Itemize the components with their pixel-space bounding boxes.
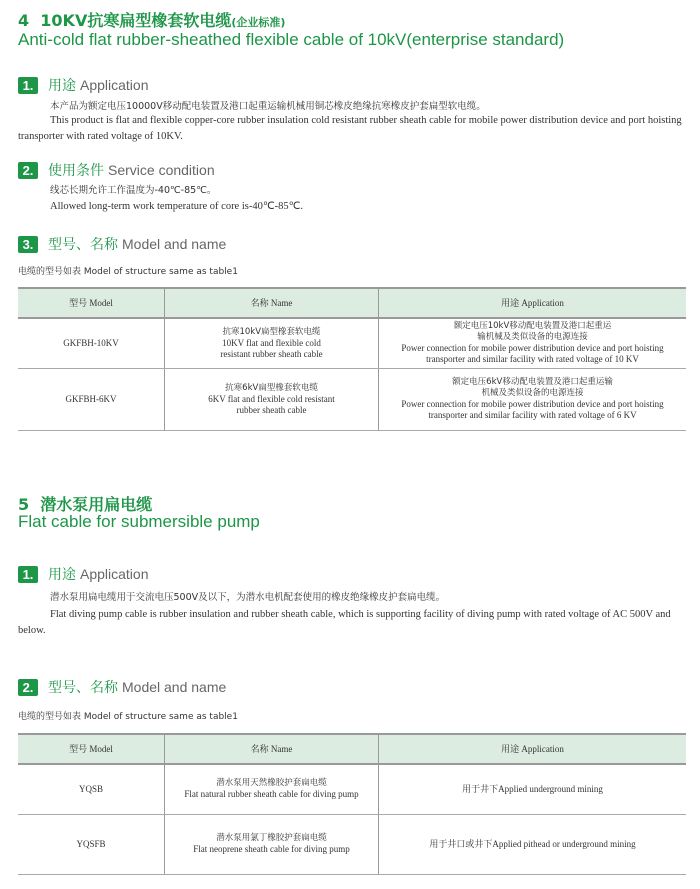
- section4-sub3-heading: [18, 234, 226, 254]
- number-badge: 1.: [18, 566, 38, 583]
- heading-cn: 型号、名称: [48, 237, 118, 253]
- header-model: 型号 Model: [18, 734, 165, 764]
- app-en: Power connection for mobile power distribution device and port hoisting transporter and similar facility with rated voltage of 6 KV: [401, 399, 664, 420]
- section4-table-caption: 电缆的型号如表 Model of structure same as table1: [18, 267, 238, 277]
- section5-title-en: Flat cable for submersible pump: [18, 512, 260, 531]
- name-en: 6KV flat and flexible cold resistant rubber sheath cable: [208, 393, 335, 415]
- section4-sub1-heading: [18, 75, 149, 95]
- number-badge: 2.: [18, 679, 38, 696]
- cell-model: YQSFB: [18, 814, 165, 874]
- header-name: 名称 Name: [165, 734, 379, 764]
- table-header-row: [18, 288, 686, 318]
- section5-sub2-heading: [18, 677, 226, 697]
- heading-en: Service condition: [108, 162, 215, 178]
- heading-cn: 型号、名称: [48, 680, 118, 696]
- section5-sub1-text-en: Flat diving pump cable is rubber insulation and rubber sheath cable, which is supporting facility of diving pump with rated voltage of AC 500V and below.: [18, 609, 671, 636]
- section4-sub1-text-cn: 本产品为额定电压10000V移动配电装置及港口起重运输机械用铜芯橡皮绝缘抗寒橡皮护套扁型软电缆。: [50, 101, 486, 112]
- table-row: [18, 368, 686, 430]
- title-text: 10KV抗寒扁型橡套软电缆: [40, 11, 232, 30]
- cell-name: [165, 814, 379, 874]
- heading-en: Model and name: [122, 236, 227, 252]
- heading-cn: 用途: [48, 78, 76, 94]
- section-number: 5: [18, 495, 30, 514]
- heading-en: Application: [80, 77, 149, 93]
- number-badge: 1.: [18, 77, 38, 94]
- header-application: 用途 Application: [379, 734, 687, 764]
- cell-name: [165, 318, 379, 368]
- name-en: Flat neoprene sheath cable for diving pump: [193, 844, 350, 854]
- cell-model: YQSB: [18, 764, 165, 814]
- header-name: 名称 Name: [165, 288, 379, 318]
- number-badge: 2.: [18, 162, 38, 179]
- table-header-row: [18, 734, 686, 764]
- heading-cn: 用途: [48, 567, 76, 583]
- section5-sub1-text-cn: 潜水泵用扁电缆用于交流电压500V及以下，为潜水电机配套使用的橡皮绝缘橡皮护套扁电缆。: [50, 592, 446, 603]
- cell-model: GKFBH-10KV: [18, 318, 165, 368]
- section4-title-en: Anti-cold flat rubber-sheathed flexible cable of 10kV(enterprise standard): [18, 30, 565, 49]
- section4-sub1-text-en: This product is flat and flexible copper-core rubber insulation cold resistant rubber sheath cable for mobile power distribution device and port hoisting transporter with rated voltage of 10KV.: [18, 115, 682, 142]
- section5-model-table: [18, 733, 686, 875]
- header-application: 用途 Application: [379, 288, 687, 318]
- app-cn: 额定电压6kV移动配电装置及港口起重运输机械及类似设备的电源连接: [452, 377, 613, 398]
- name-cn: 潜水泵用天然橡胶护套扁电缆: [216, 778, 327, 789]
- section4-sub2-text-cn: 线芯长期允许工作温度为-40℃-85℃。: [50, 185, 217, 196]
- name-cn: 抗寒10kV扁型橡套软电缆: [222, 326, 321, 337]
- number-badge: 3.: [18, 236, 38, 253]
- cell-name: [165, 764, 379, 814]
- section5-sub1-heading: [18, 564, 149, 584]
- heading-cn: 使用条件: [48, 163, 104, 179]
- app-cn: 额定电压10kV移动配电装置及港口起重运输机械及类似设备的电源连接: [453, 321, 612, 343]
- name-en: 10KV flat and flexible cold resistant rubber sheath cable: [220, 337, 323, 359]
- title-note: (企业标准): [231, 16, 286, 29]
- cell-model: GKFBH-6KV: [18, 368, 165, 430]
- name-en: Flat natural rubber sheath cable for diving pump: [184, 789, 359, 800]
- section4-title-cn: [18, 8, 285, 31]
- name-cn: 潜水泵用氯丁橡胶护套扁电缆: [216, 833, 327, 843]
- cell-application: 用于井口或井下Applied pithead or underground mining: [379, 814, 687, 874]
- cell-application: [379, 318, 687, 368]
- section4-sub2-heading: [18, 160, 215, 180]
- table-row: [18, 814, 686, 874]
- table-row: [18, 764, 686, 814]
- app-en: Power connection for mobile power distribution device and port hoisting transporter and similar facility with rated voltage of 10 KV: [401, 343, 664, 365]
- cell-application: [379, 368, 687, 430]
- name-cn: 抗寒6kV扁型橡套软电缆: [225, 382, 318, 393]
- cell-name: [165, 368, 379, 430]
- header-model: 型号 Model: [18, 288, 165, 318]
- heading-en: Model and name: [122, 679, 227, 695]
- section5-table-caption: 电缆的型号如表 Model of structure same as table1: [18, 712, 238, 722]
- table-row: [18, 318, 686, 368]
- section4-sub2-text-en: Allowed long-term work temperature of core is-40℃-85℃.: [50, 201, 304, 212]
- heading-en: Application: [80, 566, 149, 582]
- cell-application: 用于井下Applied underground mining: [379, 764, 687, 814]
- title-text: 潜水泵用扁电缆: [40, 495, 153, 514]
- section-number: 4: [18, 11, 30, 30]
- section4-model-table: [18, 287, 686, 431]
